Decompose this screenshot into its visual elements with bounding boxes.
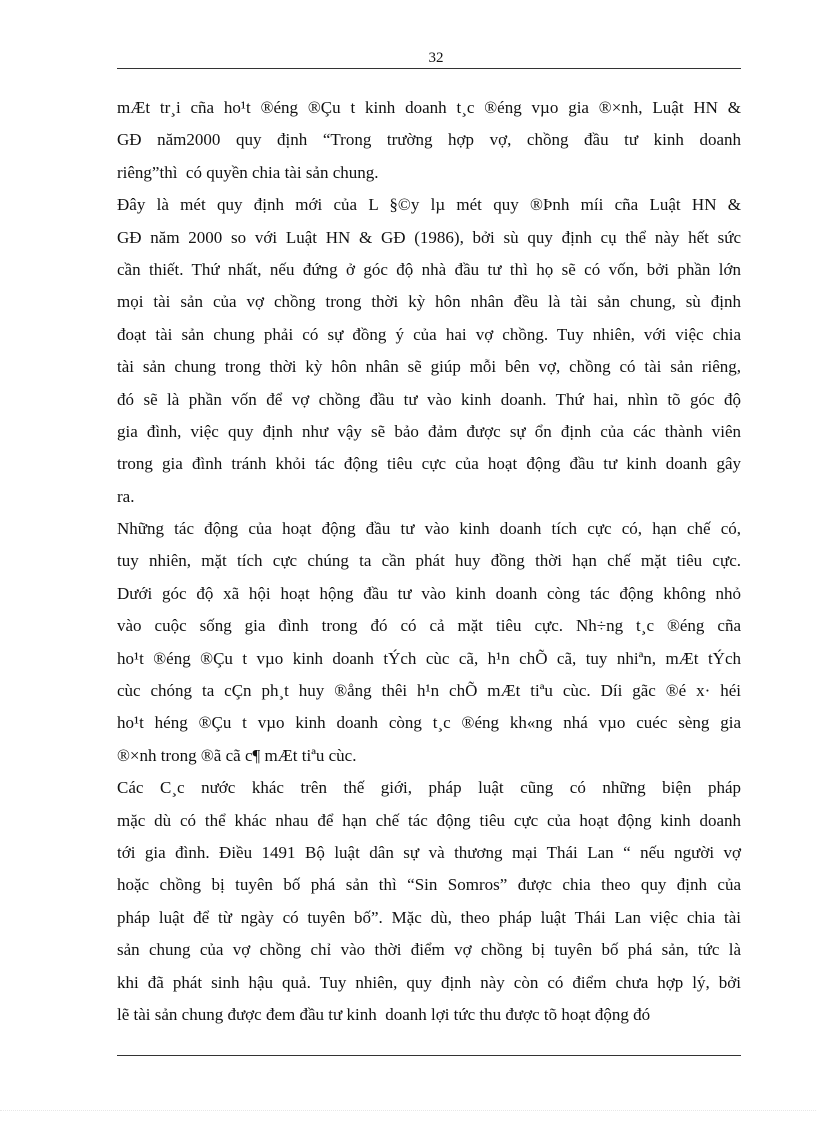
text-line: tới gia đình. Điều 1491 Bộ luật dân sự và thương mại Thái Lan “ nếu người vợ (117, 842, 741, 862)
text-line: Dưới góc độ xã hội hoạt hộng đầu tư vào kinh doanh còng tác động không nhỏ (117, 583, 741, 603)
text-line: lẽ tài sản chung được đem đầu tư kinh doanh lợi tức thu được tõ hoạt động đó (117, 1004, 651, 1024)
text-line: riêng”thì có quyền chia tài sản chung. (117, 162, 379, 182)
text-line: khi đã phát sinh hậu quả. Tuy nhiên, quy định này còn có điểm chưa hợp lý, bởi (117, 972, 741, 992)
text-line: Đây là mét quy định mới của L §©y lµ mét quy ®Þnh míi cña Luật HN & (117, 195, 741, 215)
page-number: 32 (428, 50, 444, 66)
text-line: ra. (117, 486, 135, 506)
text-line: ho¹t héng ®Çu t vµo kinh doanh còng t¸c ®éng kh«ng nhá vµo cuéc sèng gia (117, 713, 741, 733)
text-line: ®×nh trong ®ã cã c¶ mÆt tiªu cùc. (117, 745, 357, 765)
text-line: pháp luật để từ ngày có tuyên bố”. Mặc dù, theo pháp luật Thái Lan việc chia tài (117, 907, 741, 927)
text-line: trong gia đình tránh khỏi tác động tiêu cực của hoạt động đầu tư kinh doanh gây (117, 454, 741, 474)
text-line: hoặc chồng bị tuyên bố phá sản thì “Sin Somros” được chia theo quy định của (117, 875, 741, 895)
text-line: đoạt tài sản chung phải có sự đồng ý của hai vợ chồng. Tuy nhiên, với việc chia (117, 324, 741, 344)
document-body (117, 92, 741, 1031)
text-line: mặc dù có thể khác nhau để hạn chế tác động tiêu cực của hoạt động kinh doanh (117, 810, 741, 830)
text-line: mÆt tr¸i cña ho¹t ®éng ®Çu t kinh doanh t¸c ®éng vµo gia ®×nh, Luật HN & (117, 98, 741, 117)
paragraph (117, 92, 741, 189)
text-line: tuy nhiên, mặt tích cực chúng ta cần phát huy đồng thời hạn chế mặt tiêu cực. (117, 551, 741, 571)
text-line: đó sẽ là phần vốn để vợ chồng đầu tư vào kinh doanh. Thứ hai, nhìn tõ góc độ (117, 389, 741, 409)
text-line: vào cuộc sống gia đình trong đó có cả mặt tiêu cực. Nh÷ng t¸c ®éng cña (117, 616, 741, 636)
paragraph (117, 189, 741, 513)
header-rule (117, 68, 741, 69)
text-line: sản chung của vợ chồng chỉ vào thời điểm vợ chồng bị tuyên bố phá sản, tức là (117, 940, 741, 960)
paragraph (117, 513, 741, 772)
text-line: cùc chóng ta cÇn ph¸t huy ®ång thêi h¹n chÕ mÆt tiªu cùc. Díi gãc ®é x· héi (117, 681, 741, 701)
text-line: GĐ năm2000 quy định “Trong trường hợp vợ, chồng đầu tư kinh doanh (117, 130, 741, 150)
text-line: Các C¸c nước khác trên thế giới, pháp luật cũng có những biện pháp (117, 778, 741, 798)
text-line: GĐ năm 2000 so với Luật HN & GĐ (1986), bởi sù quy định cụ thể này hết sức (117, 227, 741, 247)
text-line: cần thiết. Thứ nhất, nếu đứng ở góc độ nhà đầu tư thì họ sẽ có vốn, bởi phần lớn (117, 259, 741, 279)
page-edge (0, 1110, 816, 1111)
text-line: Những tác động của hoạt động đầu tư vào kinh doanh tích cực có, hạn chế có, (117, 519, 741, 539)
text-line: ho¹t ®éng ®Çu t vµo kinh doanh tÝch cùc cã, h¹n chÕ cã, tuy nhiªn, mÆt tÝch (117, 648, 741, 668)
text-line: tài sản chung trong thời kỳ hôn nhân sẽ giúp mỗi bên vợ, chồng có tài sản riêng, (117, 357, 741, 377)
text-line: mọi tài sản của vợ chồng trong thời kỳ hôn nhân đều là tài sản chung, sù định (117, 292, 741, 312)
paragraph (117, 772, 741, 1031)
text-line: gia đình, việc quy định như vậy sẽ bảo đảm được sự ổn định của các thành viên (117, 421, 741, 441)
footer-rule (117, 1055, 741, 1056)
